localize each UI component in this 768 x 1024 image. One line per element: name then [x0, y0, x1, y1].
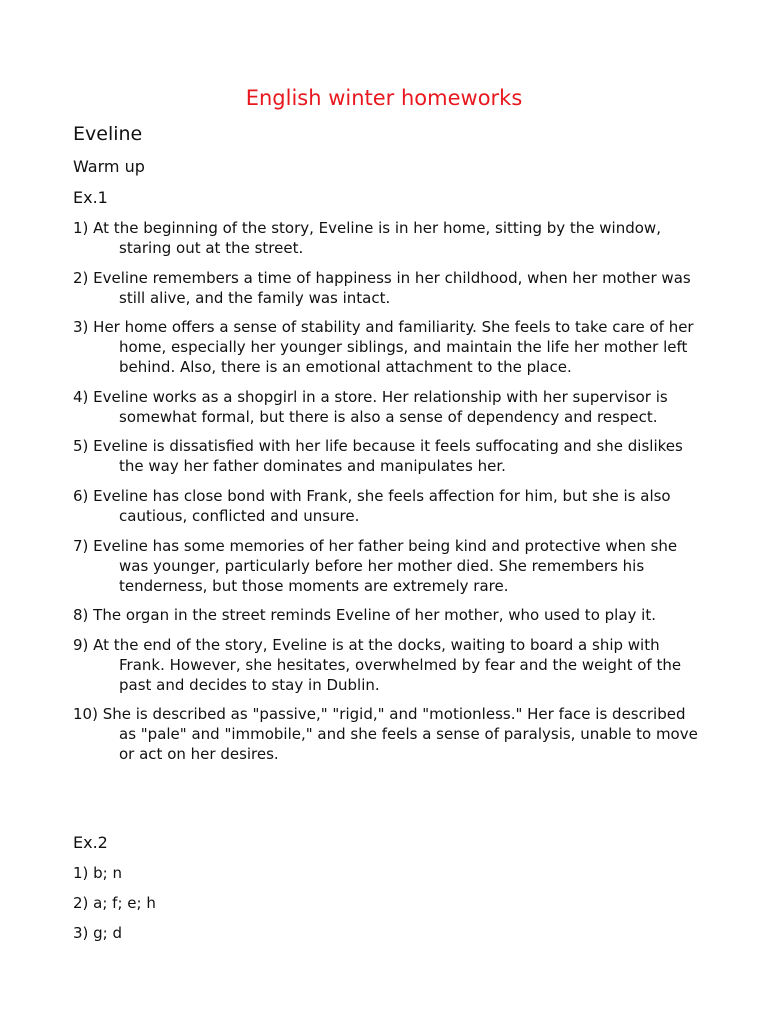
answer-item: 7) Eveline has some memories of her father being kind and protective when she was younger, particularly before her mother died. She remembers his tenderness, but those moments are extremely rare. — [73, 536, 678, 595]
answer-item: 4) Eveline works as a shopgirl in a store. Her relationship with her supervisor is somewhat formal, but there is also a sense of dependency and respect. — [73, 387, 668, 426]
answer-item: 2) Eveline remembers a time of happiness in her childhood, when her mother was still alive, and the family was intact. — [73, 268, 691, 307]
answer-item: 1) b; n — [73, 864, 123, 882]
warm-up-heading: Warm up — [73, 157, 145, 176]
answer-item: 2) a; f; e; h — [73, 894, 156, 912]
answer-item: 6) Eveline has close bond with Frank, she feels affection for him, but she is also cautious, conflicted and unsure. — [73, 486, 671, 525]
exercise-1-answers — [73, 218, 698, 774]
exercise-2-heading: Ex.2 — [73, 833, 108, 852]
answer-item: 3) g; d — [73, 924, 123, 942]
answer-item: 1) At the beginning of the story, Eveline is in her home, sitting by the window, staring out at the street. — [73, 219, 661, 257]
exercise-1-heading: Ex.1 — [73, 188, 108, 207]
answer-item: 10) She is described as "passive," "rigid," and "motionless." Her face is described as "pale" and "immobile," and she feels a sense of paralysis, unable to move or act on her desires. — [73, 705, 698, 764]
answer-item: 3) Her home offers a sense of stability and familiarity. She feels to take care of her home, especially her younger siblings, and maintain the life her mother left behind. Also, there is an emotional attachment to the place. — [73, 318, 694, 377]
answer-item: 8) The organ in the street reminds Eveline of her mother, who used to play it. — [73, 606, 656, 625]
document-title: English winter homeworks — [245, 86, 523, 110]
answer-item: 5) Eveline is dissatisfied with her life because it feels suffocating and she dislikes the way her father dominates and manipulates her. — [73, 437, 683, 476]
section-heading: Eveline — [73, 123, 143, 145]
answer-item: 9) At the end of the story, Eveline is at the docks, waiting to board a ship with Frank. However, she hesitates, overwhelmed by fear and the weight of the past and decides to stay in Dublin. — [73, 635, 682, 694]
exercise-2-answers — [73, 863, 156, 953]
